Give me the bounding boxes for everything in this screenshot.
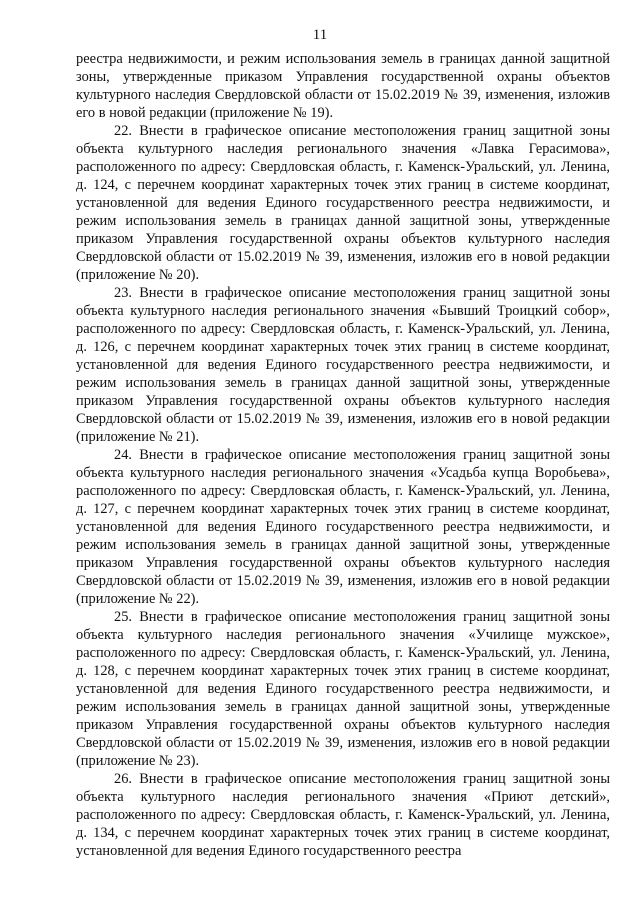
paragraph-item-25: 25. Внести в графическое описание местоположения границ защитной зоны объекта культурного наследия регионального значения «Училище мужское», расположенного по адресу: Свердловская область, г. Каменск-Уральский, ул. Ленина, д. 128, с перечнем координат характерных точек этих границ в системе координат, установленной для ведения Единого государственного реестра недвижимости, и режим использования земель в границах данной защитной зоны, утвержденные приказом Управления государственной охраны объектов культурного наследия Свердловской области от 15.02.2019 № 39, изменения, изложив его в новой редакции (приложение № 23). — [76, 609, 610, 769]
paragraph-item-22: 22. Внести в графическое описание местоположения границ защитной зоны объекта культурного наследия регионального значения «Лавка Герасимова», расположенного по адресу: Свердловская область, г. Каменск-Уральский, ул. Ленина, д. 124, с перечнем координат характерных точек этих границ в системе координат, установленной для ведения Единого государственного реестра недвижимости, и режим использования земель в границах данной защитной зоны, утвержденные приказом Управления государственной охраны объектов культурного наследия Свердловской области от 15.02.2019 № 39, изменения, изложив его в новой редакции (приложение № 20). — [76, 123, 610, 283]
paragraph-item-26: 26. Внести в графическое описание местоположения границ защитной зоны объекта культурного наследия регионального значения «Приют детский», расположенного по адресу: Свердловская область, г. Каменск-Уральский, ул. Ленина, д. 134, с перечнем координат характерных точек этих границ в системе координат, установленной для ведения Единого государственного реестра — [76, 771, 610, 859]
page-number: 11 — [312, 27, 328, 43]
paragraph-item-23: 23. Внести в графическое описание местоположения границ защитной зоны объекта культурного наследия регионального значения «Бывший Троицкий собор», расположенного по адресу: Свердловская область, г. Каменск-Уральский, ул. Ленина, д. 126, с перечнем координат характерных точек этих границ в системе координат, установленной для ведения Единого государственного реестра недвижимости, и режим использования земель в границах данной защитной зоны, утвержденные приказом Управления государственной охраны объектов культурного наследия Свердловской области от 15.02.2019 № 39, изменения, изложив его в новой редакции (приложение № 21). — [76, 285, 610, 445]
paragraph-item-24: 24. Внести в графическое описание местоположения границ защитной зоны объекта культурного наследия регионального значения «Усадьба купца Воробьева», расположенного по адресу: Свердловская область, г. Каменск-Уральский, ул. Ленина, д. 127, с перечнем координат характерных точек этих границ в системе координат, установленной для ведения Единого государственного реестра недвижимости, и режим использования земель в границах данной защитной зоны, утвержденные приказом Управления государственной охраны объектов культурного наследия Свердловской области от 15.02.2019 № 39, изменения, изложив его в новой редакции (приложение № 22). — [76, 447, 610, 607]
document-body — [76, 50, 610, 860]
paragraph-continuation: реестра недвижимости, и режим использования земель в границах данной защитной зоны, утвержденные приказом Управления государственной охраны объектов культурного наследия Свердловской области от 15.02.2019 № 39, изменения, изложив его в новой редакции (приложение № 19). — [76, 51, 610, 121]
